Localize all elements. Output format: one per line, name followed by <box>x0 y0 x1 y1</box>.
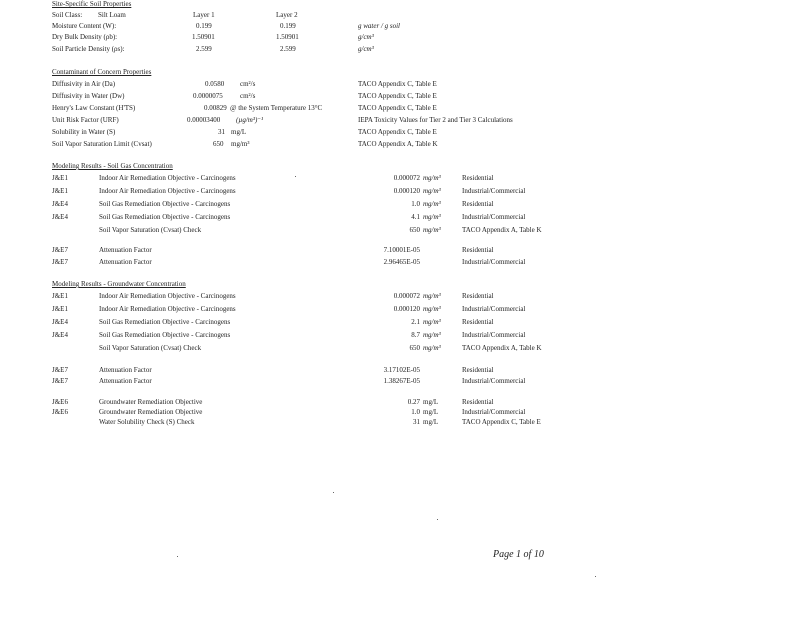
result-label: Soil Vapor Saturation (Cvsat) Check <box>99 344 202 352</box>
result-label: Attenuation Factor <box>99 366 152 374</box>
bulk-density-label: Dry Bulk Density (ρb): <box>52 33 118 41</box>
result-value: 31 <box>413 418 420 426</box>
soil-class-value: Silt Loam <box>98 11 126 19</box>
result-unit: mg/m³ <box>423 187 441 195</box>
result-value: 650 <box>409 226 420 234</box>
moisture-layer2: 0.199 <box>280 22 296 30</box>
eq-label: J&E1 <box>52 174 68 182</box>
result-land-use: Residential <box>462 318 494 326</box>
result-value: 2.96465E-05 <box>383 258 420 266</box>
coc-row-label: Henry's Law Constant (H'TS) <box>52 104 136 112</box>
coc-row-unit: mg/L <box>231 128 247 136</box>
eq-label: J&E1 <box>52 305 68 313</box>
soil-properties-header: Site-Specific Soil Properties <box>52 0 132 8</box>
result-land-use: Residential <box>462 174 494 182</box>
result-label: Indoor Air Remediation Objective - Carcinogens <box>99 305 236 313</box>
particle-density-layer2: 2.599 <box>280 45 296 53</box>
result-label: Indoor Air Remediation Objective - Carcinogens <box>99 292 236 300</box>
result-land-use: Industrial/Commercial <box>462 377 526 385</box>
result-unit: mg/m³ <box>423 344 441 352</box>
particle-density-unit: g/cm³ <box>358 45 374 53</box>
coc-row-label: Unit Risk Factor (URF) <box>52 116 119 124</box>
layer2-header: Layer 2 <box>276 11 298 19</box>
result-unit: mg/L <box>423 408 439 416</box>
eq-label: J&E4 <box>52 200 68 208</box>
soil-gas-results-header: Modeling Results - Soil Gas Concentration <box>52 162 173 170</box>
result-label: Groundwater Remediation Objective <box>99 398 203 406</box>
result-value: 1.0 <box>411 200 420 208</box>
result-land-use: Residential <box>462 366 494 374</box>
groundwater-results-header: Modeling Results - Groundwater Concentration <box>52 280 186 288</box>
page-number: Page 1 of 10 <box>493 549 544 560</box>
result-value: 4.1 <box>411 213 420 221</box>
eq-label: J&E1 <box>52 292 68 300</box>
result-value: 7.10001E-05 <box>383 246 420 254</box>
coc-row-ref: TACO Appendix C, Table E <box>358 104 437 112</box>
result-value: 1.38267E-05 <box>383 377 420 385</box>
coc-row-value: 0.00003400 <box>187 116 221 124</box>
coc-row-unit: cm²/s <box>240 80 256 88</box>
coc-row-ref: TACO Appendix C, Table E <box>358 92 437 100</box>
result-land-use: Residential <box>462 398 494 406</box>
coc-row-value: 31 <box>218 128 225 136</box>
result-value: 0.000072 <box>393 174 420 182</box>
result-land-use: Industrial/Commercial <box>462 331 526 339</box>
moisture-unit: g water / g soil <box>358 22 401 30</box>
result-label: Water Solubility Check (S) Check <box>99 418 195 426</box>
coc-row-ref: IEPA Toxicity Values for Tier 2 and Tier 3 Calculations <box>358 116 513 124</box>
eq-label: J&E6 <box>52 408 68 416</box>
bulk-density-layer2: 1.50901 <box>276 33 299 41</box>
result-unit: mg/m³ <box>423 200 441 208</box>
result-unit: mg/m³ <box>423 213 441 221</box>
result-label: Soil Gas Remediation Objective - Carcinogens <box>99 200 231 208</box>
eq-label: J&E4 <box>52 331 68 339</box>
result-label: Attenuation Factor <box>99 258 152 266</box>
result-label: Groundwater Remediation Objective <box>99 408 203 416</box>
bulk-density-layer1: 1.50901 <box>192 33 215 41</box>
result-value: 1.0 <box>411 408 420 416</box>
result-land-use: Industrial/Commercial <box>462 408 526 416</box>
result-land-use: Residential <box>462 200 494 208</box>
coc-row-value: 0.00829 <box>204 104 227 112</box>
result-unit: mg/L <box>423 398 439 406</box>
result-value: 3.17102E-05 <box>383 366 420 374</box>
result-land-use: Industrial/Commercial <box>462 213 526 221</box>
result-land-use: TACO Appendix A, Table K <box>462 226 542 234</box>
coc-row-value: 0.0580 <box>205 80 225 88</box>
result-value: 8.7 <box>411 331 420 339</box>
result-land-use: Industrial/Commercial <box>462 187 526 195</box>
result-land-use: TACO Appendix C, Table E <box>462 418 541 426</box>
result-value: 0.27 <box>407 398 420 406</box>
coc-row-ref: TACO Appendix A, Table K <box>358 140 438 148</box>
coc-row-ref: TACO Appendix C, Table E <box>358 128 437 136</box>
result-label: Attenuation Factor <box>99 246 152 254</box>
result-land-use: Residential <box>462 246 494 254</box>
scan-speck <box>595 576 596 577</box>
result-value: 0.000072 <box>393 292 420 300</box>
coc-row-unit: mg/m³ <box>231 140 250 148</box>
result-unit: mg/m³ <box>423 226 441 234</box>
coc-row-value: 650 <box>213 140 224 148</box>
result-land-use: TACO Appendix A, Table K <box>462 344 542 352</box>
eq-label: J&E7 <box>52 258 68 266</box>
scan-speck <box>177 556 178 557</box>
scan-speck <box>333 492 334 493</box>
moisture-label: Moisture Content (W): <box>52 22 117 30</box>
result-label: Soil Vapor Saturation (Cvsat) Check <box>99 226 202 234</box>
eq-label: J&E7 <box>52 366 68 374</box>
soil-class-label: Soil Class: <box>52 11 83 19</box>
coc-row-value: 0.0000075 <box>193 92 223 100</box>
result-value: 0.000120 <box>393 305 420 313</box>
coc-row-unit: (µg/m³)⁻¹ <box>236 116 264 124</box>
moisture-layer1: 0.199 <box>196 22 212 30</box>
result-label: Soil Gas Remediation Objective - Carcinogens <box>99 331 231 339</box>
eq-label: J&E7 <box>52 246 68 254</box>
particle-density-layer1: 2.599 <box>196 45 212 53</box>
scan-speck <box>437 519 438 520</box>
result-unit: mg/m³ <box>423 292 441 300</box>
result-unit: mg/m³ <box>423 318 441 326</box>
result-label: Attenuation Factor <box>99 377 152 385</box>
particle-density-label: Soil Particle Density (ρs): <box>52 45 125 53</box>
coc-row-unit: @ the System Temperature 13°C <box>230 104 323 112</box>
coc-row-unit: cm²/s <box>240 92 256 100</box>
result-unit: mg/m³ <box>423 174 441 182</box>
result-land-use: Industrial/Commercial <box>462 305 526 313</box>
result-value: 650 <box>409 344 420 352</box>
result-value: 2.1 <box>411 318 420 326</box>
result-unit: mg/L <box>423 418 439 426</box>
result-land-use: Industrial/Commercial <box>462 258 526 266</box>
scan-speck <box>295 176 296 177</box>
coc-row-label: Diffusivity in Air (Da) <box>52 80 116 88</box>
coc-row-label: Solubility in Water (S) <box>52 128 116 136</box>
result-unit: mg/m³ <box>423 305 441 313</box>
result-label: Soil Gas Remediation Objective - Carcinogens <box>99 318 231 326</box>
eq-label: J&E7 <box>52 377 68 385</box>
coc-row-label: Diffusivity in Water (Dw) <box>52 92 125 100</box>
result-label: Indoor Air Remediation Objective - Carcinogens <box>99 187 236 195</box>
eq-label: J&E4 <box>52 318 68 326</box>
eq-label: J&E4 <box>52 213 68 221</box>
result-label: Indoor Air Remediation Objective - Carcinogens <box>99 174 236 182</box>
result-label: Soil Gas Remediation Objective - Carcinogens <box>99 213 231 221</box>
result-value: 0.000120 <box>393 187 420 195</box>
eq-label: J&E1 <box>52 187 68 195</box>
eq-label: J&E6 <box>52 398 68 406</box>
bulk-density-unit: g/cm³ <box>358 33 374 41</box>
contaminant-header: Contaminant of Concern Properties <box>52 68 152 76</box>
coc-row-label: Soil Vapor Saturation Limit (Cvsat) <box>52 140 152 148</box>
coc-row-ref: TACO Appendix C, Table E <box>358 80 437 88</box>
layer1-header: Layer 1 <box>193 11 215 19</box>
result-land-use: Residential <box>462 292 494 300</box>
result-unit: mg/m³ <box>423 331 441 339</box>
